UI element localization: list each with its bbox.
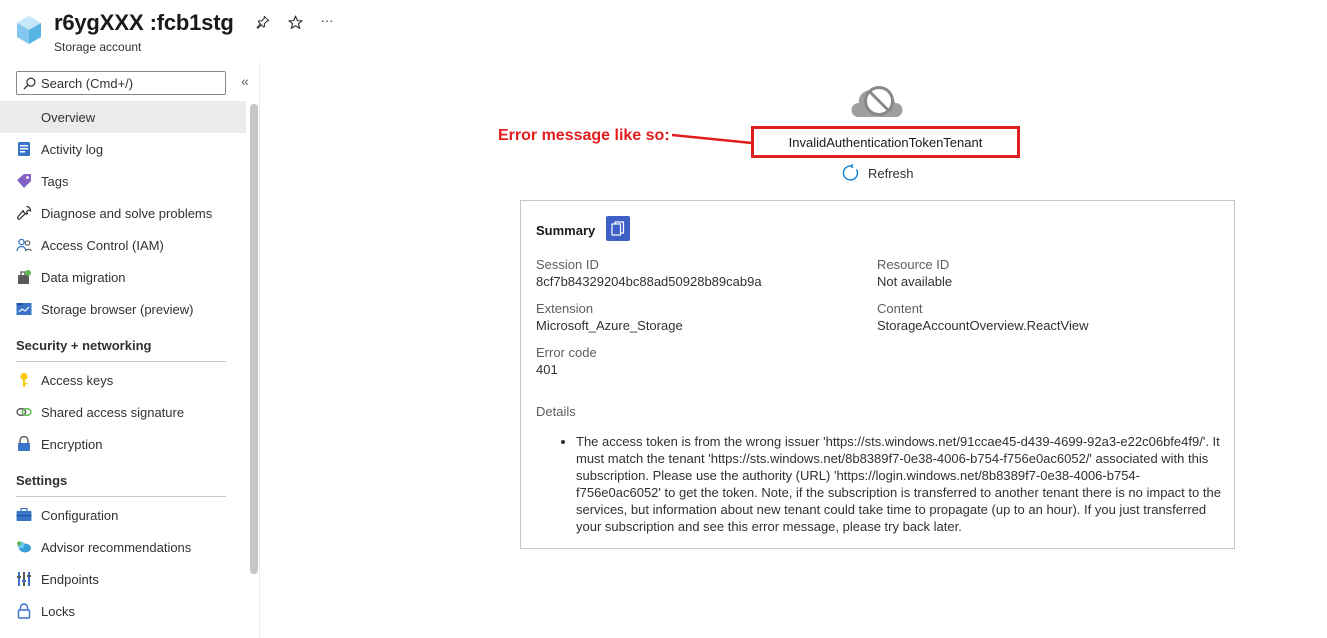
field-value: Not available [877, 274, 953, 289]
resource-type: Storage account [54, 40, 142, 54]
details-item: • The access token is from the wrong issuer 'https://sts.windows.net/91ccae45-d439-4699-92a3-e22c06bfe4f9/'. It must match the tenant 'https://sts.windows.net/8b8389f7-0e38-4006-b754-f756e0ac6052/' associated with this subscription. Please use the authority (URL) 'https://login.windows.net/8b8389f7-0e38-4006-b754-f756e0ac6052' to get the token. Note, if the subscription is transferred to another tenant there is no impact to the services, but information about new tenant could take time to propagate (up to an hour). If you just transferred your subscription and see this error message, please try back later. [576, 433, 1221, 535]
field-label: Resource ID [877, 257, 950, 272]
summary-title: Summary [536, 223, 596, 238]
menu-item-label: Storage browser (preview) [41, 301, 194, 317]
error-summary-panel [520, 200, 1235, 549]
error-code-field [536, 345, 597, 378]
blocked-cloud-icon [850, 75, 904, 123]
menu-item-access-keys[interactable] [0, 364, 246, 396]
refresh-button[interactable] [842, 164, 914, 182]
menu-item-label: Diagnose and solve problems [41, 205, 213, 221]
page-title: r6ygXXX :fcb1stg [54, 10, 234, 35]
menu-item-shared-access-signature[interactable] [0, 396, 246, 428]
storage-account-icon [16, 15, 42, 45]
menu-item-activity-log[interactable] [0, 133, 246, 165]
annotation-label: Error message like so: [498, 127, 670, 144]
redacted-text: XXX [99, 10, 144, 35]
menu-item-overview[interactable] [0, 101, 246, 133]
link-icon [16, 404, 32, 420]
menu-item-label: Locks [41, 603, 75, 619]
lock-shield-icon [16, 436, 32, 452]
data-migration-icon [16, 269, 32, 285]
menu-item-advisor[interactable] [0, 531, 246, 563]
section-security-networking: Security + networking [0, 325, 246, 362]
resource-menu [0, 62, 260, 638]
storage-browser-icon [16, 301, 32, 317]
menu-item-label: Advisor recommendations [41, 539, 192, 555]
overview-icon [16, 109, 32, 125]
endpoints-icon [16, 571, 32, 587]
pin-icon[interactable] [253, 12, 273, 32]
menu-item-tags[interactable] [0, 165, 246, 197]
collapse-menu-icon[interactable]: « [241, 73, 249, 89]
sidebar-scrollbar[interactable] [250, 104, 258, 574]
menu-item-endpoints[interactable] [0, 563, 246, 595]
menu-item-access-control[interactable] [0, 229, 246, 261]
menu-item-locks[interactable] [0, 595, 246, 627]
menu-item-label: Access keys [41, 372, 114, 388]
menu-item-label: Overview [41, 109, 96, 125]
field-label: Content [877, 301, 923, 316]
resource-header [0, 0, 1327, 62]
menu-item-data-migration[interactable] [0, 261, 246, 293]
menu-item-label: Shared access signature [41, 404, 185, 420]
more-options-icon[interactable]: ··· [320, 12, 334, 28]
menu-item-label: Endpoints [41, 571, 99, 587]
details-list [576, 433, 1221, 535]
menu-item-label: Configuration [41, 507, 119, 523]
menu-item-label: Encryption [41, 436, 103, 452]
copy-icon[interactable] [606, 216, 630, 241]
search-input[interactable] [41, 76, 211, 91]
menu-item-encryption[interactable] [0, 428, 246, 460]
field-value: 401 [536, 362, 558, 377]
tag-icon [16, 173, 32, 189]
menu-item-diagnose[interactable] [0, 197, 246, 229]
toolbox-icon [16, 507, 32, 523]
lock-icon [16, 603, 32, 619]
search-icon [23, 77, 36, 90]
field-value: 8cf7b84329204bc88ad50928b89cab9a [536, 274, 762, 289]
menu-item-label: Access Control (IAM) [41, 237, 164, 253]
field-value: Microsoft_Azure_Storage [536, 318, 683, 333]
menu-item-label: Tags [41, 173, 69, 189]
resource-id-field [877, 257, 952, 290]
field-value: StorageAccountOverview.ReactView [877, 318, 1089, 333]
menu-list [0, 101, 246, 627]
error-title: InvalidAuthenticationTokenTenant [788, 134, 983, 150]
section-settings: Settings [0, 460, 246, 497]
content-field [877, 301, 1088, 334]
refresh-icon [842, 164, 860, 182]
annotation-arrow [670, 130, 760, 150]
error-message-highlight [751, 126, 1020, 158]
activity-log-icon [16, 141, 32, 157]
star-icon[interactable] [285, 12, 305, 32]
field-label: Error code [536, 345, 597, 360]
menu-item-label: Data migration [41, 269, 126, 285]
refresh-label: Refresh [868, 165, 914, 181]
extension-field [536, 301, 683, 334]
advisor-icon [16, 539, 32, 555]
wrench-icon [16, 205, 32, 221]
menu-item-storage-browser[interactable] [0, 293, 246, 325]
menu-item-label: Activity log [41, 141, 104, 157]
session-id-field [536, 257, 762, 290]
menu-item-configuration[interactable] [0, 499, 246, 531]
people-icon [16, 237, 32, 253]
key-icon [16, 372, 32, 388]
field-label: Extension [536, 301, 594, 316]
details-label: Details [536, 404, 576, 419]
field-label: Session ID [536, 257, 599, 272]
search-box[interactable] [16, 71, 226, 95]
